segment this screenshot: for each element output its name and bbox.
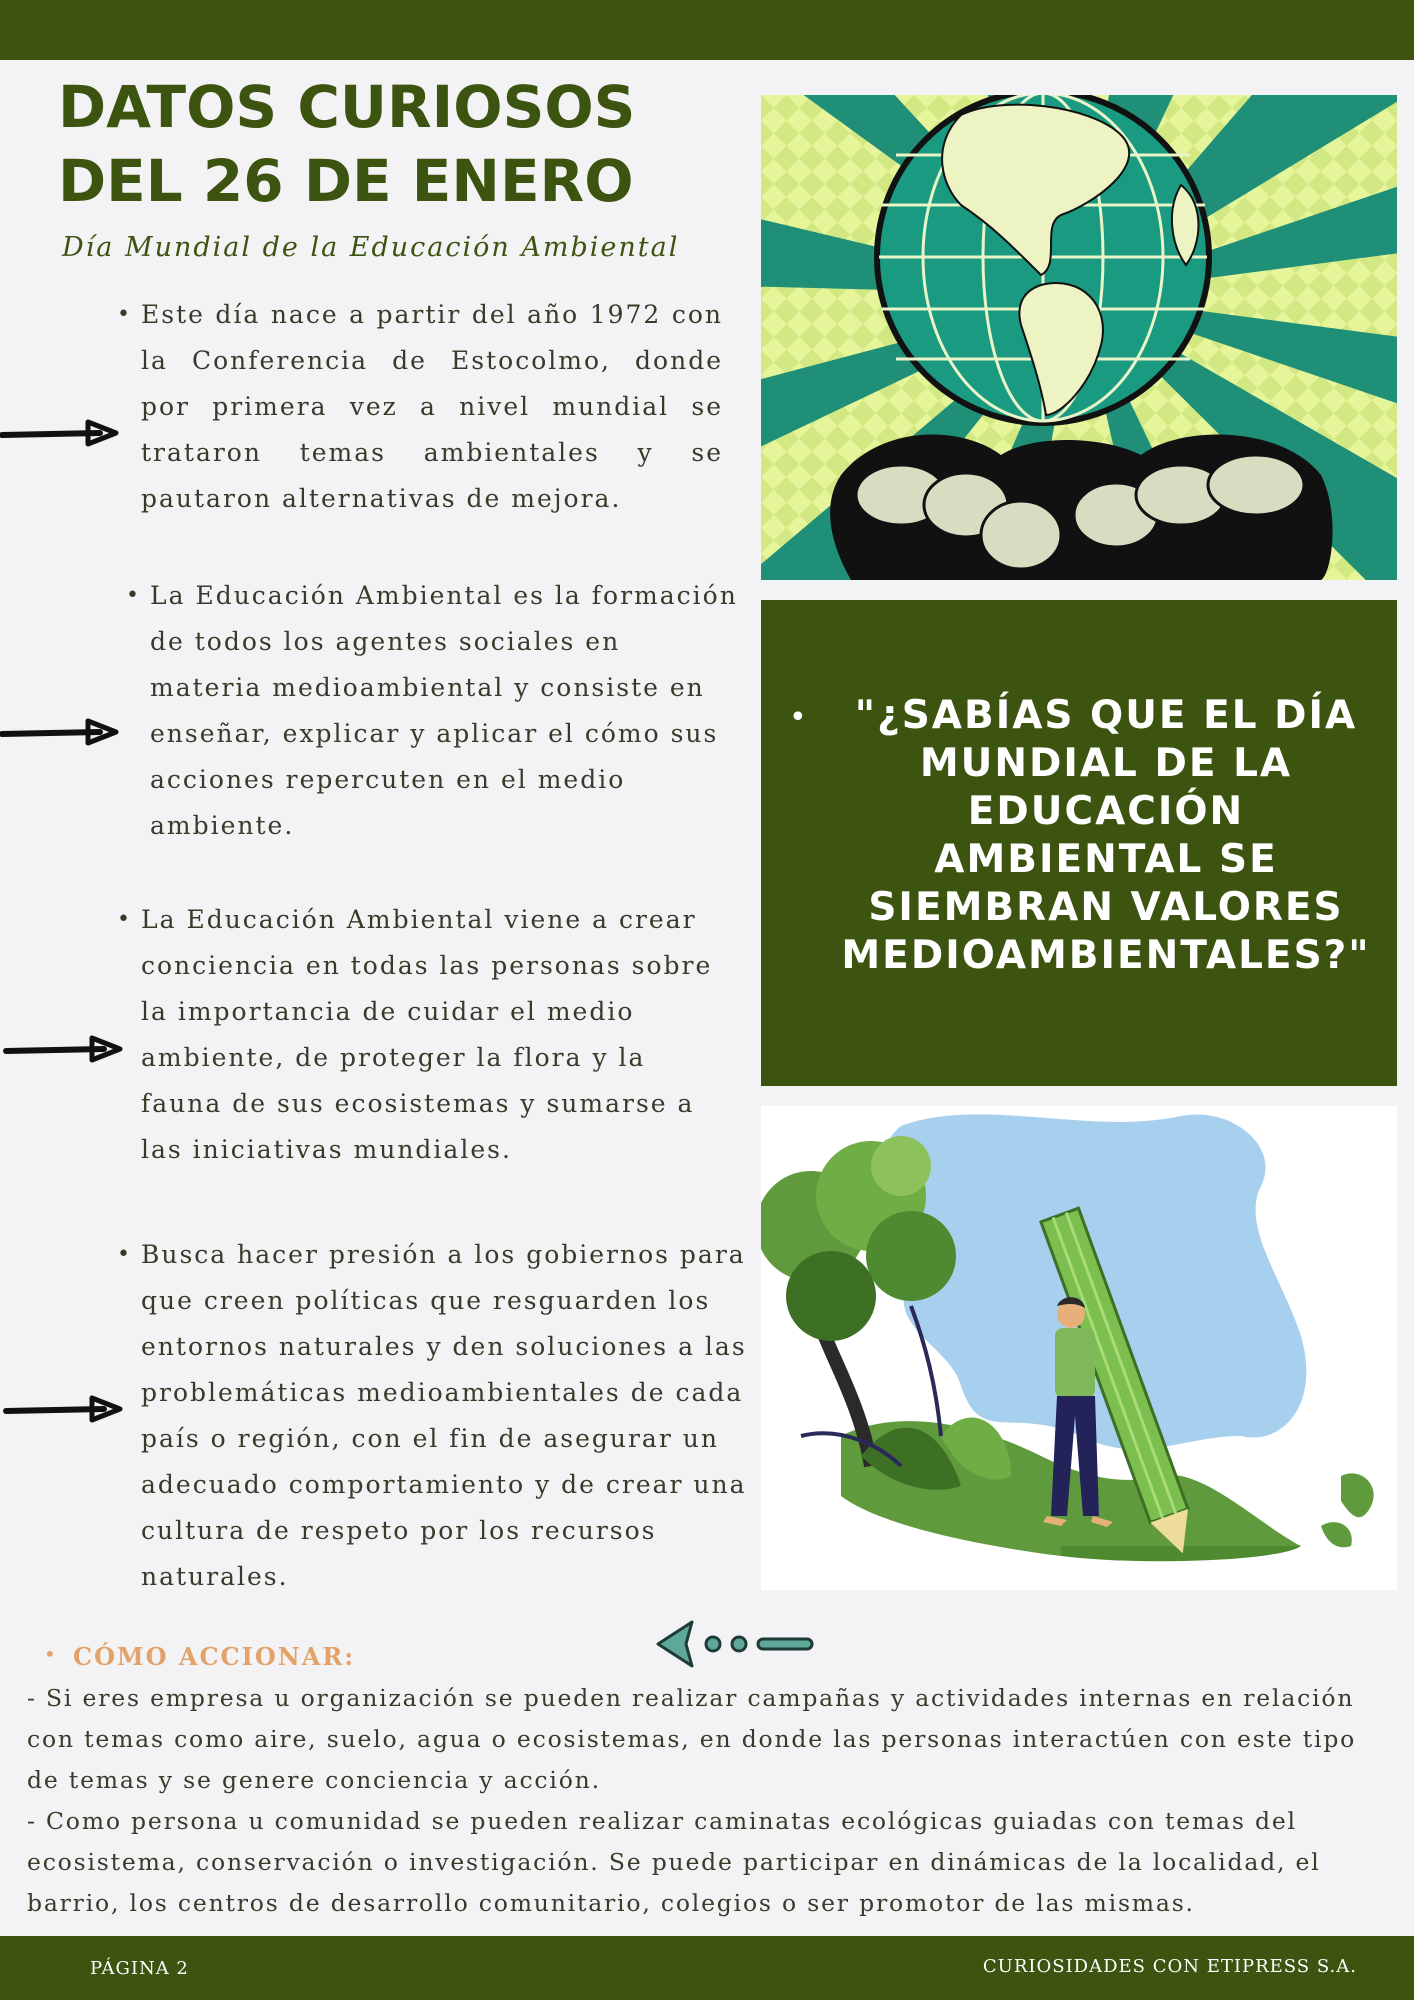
decorative-arrow-icon	[650, 1616, 820, 1672]
bullet-dot: •	[117, 302, 132, 327]
page-title	[58, 70, 698, 218]
page-number: PÁGINA 2	[90, 1958, 189, 1979]
paragraph-2: - Como persona u comunidad se pueden realizar caminatas ecológicas guiadas con temas del ecosistema, conservación o investigación. Se puede participar en dinámicas de la localidad, el barrio, los centros de desarrollo comunitario, colegios o ser promotor de las mismas.	[27, 1807, 1321, 1917]
arrow-icon	[0, 1395, 124, 1425]
arrow-icon	[0, 418, 120, 448]
title-line-1: DATOS CURIOSOS	[58, 73, 636, 141]
bullet-text-3: La Educación Ambiental viene a crear conciencia en todas las personas sobre la importancia de cuidar el medio ambiente, de proteger la flora y la fauna de sus ecosistemas y sumarse a las iniciativas mundiales.	[141, 905, 713, 1164]
bullet-dot: •	[117, 907, 132, 932]
bullet-text-1: Este día nace a partir del año 1972 con la Conferencia de Estocolmo, donde por primera vez a nivel mundial se trataron temas ambientales y se pautaron alternativas de mejora.	[141, 300, 723, 513]
list-item	[117, 1232, 761, 1600]
title-line-2: DEL 26 DE ENERO	[58, 147, 634, 215]
environment-illustration	[761, 1106, 1397, 1590]
bullet-text-4: Busca hacer presión a los gobiernos para que creen políticas que resguarden los entornos naturales y den soluciones a las problemáticas medioambientales de cada país o región, con el fin de asegurar un adecuado comportamiento y de crear una cultura de respeto por los recursos naturales.	[141, 1240, 747, 1591]
bullet-dot: •	[117, 1242, 132, 1267]
section-body	[27, 1678, 1397, 1924]
paragraph-1: - Si eres empresa u organización se pueden realizar campañas y actividades internas en relación con temas como aire, suelo, agua o ecosistemas, en donde las personas interactúen con este tipo de temas y se genere conciencia y acción.	[27, 1684, 1357, 1794]
section-title: CÓMO ACCIONAR:	[73, 1642, 356, 1671]
bullet-dot: •	[789, 700, 807, 735]
list-item	[117, 897, 731, 1173]
bullet-dot: •	[44, 1642, 56, 1666]
bullet-text-2: La Educación Ambiental es la formación de todos los agentes sociales en materia medioambiental y consiste en enseñar, explicar y aplicar el cómo sus acciones repercuten en el medio ambiente.	[150, 581, 738, 840]
list-item	[126, 573, 740, 849]
bullet-dot: •	[126, 583, 141, 608]
arrow-icon	[0, 1035, 124, 1065]
list-item	[117, 292, 723, 522]
globe-hands-image	[761, 95, 1397, 580]
subtitle: Día Mundial de la Educación Ambiental	[62, 232, 680, 263]
quote-text: "¿SABÍAS QUE EL DÍA MUNDIAL DE LA EDUCACIÓN AMBIENTAL SE SIEMBRAN VALORES MEDIOAMBIENTALES?"	[841, 693, 1371, 978]
top-bar	[0, 0, 1414, 60]
arrow-icon	[0, 718, 120, 748]
footer-company: CURIOSIDADES CON ETIPRESS S.A.	[982, 1956, 1357, 1977]
quote-box	[761, 600, 1397, 1086]
footer-bar	[0, 1936, 1414, 2000]
